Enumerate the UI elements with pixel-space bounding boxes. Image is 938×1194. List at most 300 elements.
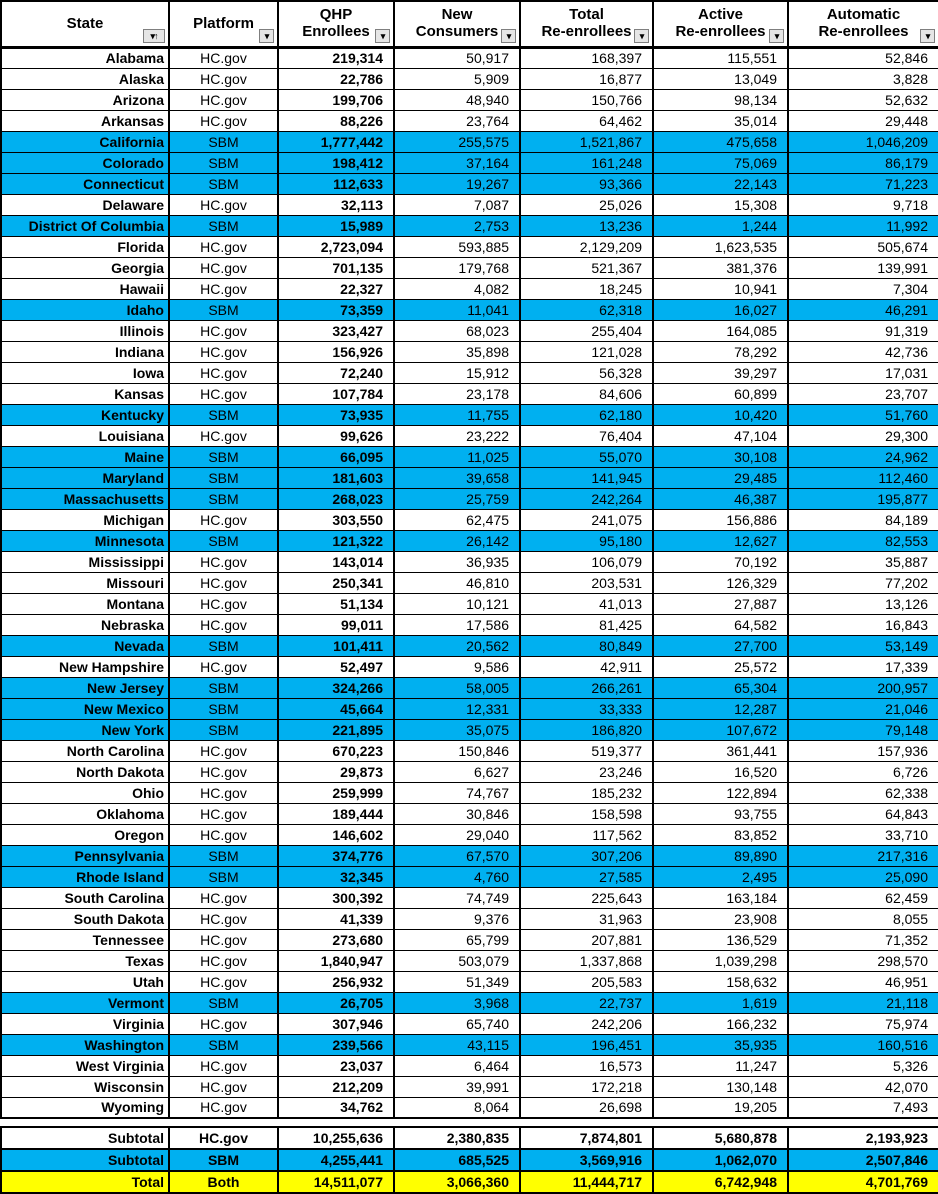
qhp-enrollees-cell[interactable]: 22,327 <box>278 278 394 299</box>
state-cell[interactable]: Iowa <box>1 362 169 383</box>
active-reenrollees-cell[interactable]: 75,069 <box>653 152 788 173</box>
automatic-reenrollees-cell[interactable]: 42,736 <box>788 341 938 362</box>
automatic-reenrollees-cell[interactable]: 52,632 <box>788 89 938 110</box>
state-cell[interactable]: District Of Columbia <box>1 215 169 236</box>
state-cell[interactable]: Ohio <box>1 782 169 803</box>
qhp-enrollees-cell[interactable]: 22,786 <box>278 68 394 89</box>
qhp-enrollees-cell[interactable]: 268,023 <box>278 488 394 509</box>
qhp-enrollees-cell[interactable]: 250,341 <box>278 572 394 593</box>
new-consumers-cell[interactable]: 12,331 <box>394 698 520 719</box>
platform-cell[interactable]: HC.gov <box>169 362 278 383</box>
qhp-enrollees-cell[interactable]: 701,135 <box>278 257 394 278</box>
state-cell[interactable]: Indiana <box>1 341 169 362</box>
qhp-enrollees-cell[interactable]: 72,240 <box>278 362 394 383</box>
total-reenrollees-cell[interactable]: 168,397 <box>520 47 653 68</box>
state-cell[interactable]: South Dakota <box>1 908 169 929</box>
platform-cell[interactable]: SBM <box>169 173 278 194</box>
automatic-reenrollees-cell[interactable]: 25,090 <box>788 866 938 887</box>
new-consumers-cell[interactable]: 3,066,360 <box>394 1171 520 1193</box>
automatic-reenrollees-cell[interactable]: 160,516 <box>788 1034 938 1055</box>
platform-cell[interactable]: SBM <box>169 299 278 320</box>
state-cell[interactable]: Pennsylvania <box>1 845 169 866</box>
active-reenrollees-cell[interactable]: 1,244 <box>653 215 788 236</box>
qhp-enrollees-cell[interactable]: 324,266 <box>278 677 394 698</box>
total-reenrollees-cell[interactable]: 56,328 <box>520 362 653 383</box>
new-consumers-cell[interactable]: 503,079 <box>394 950 520 971</box>
total-reenrollees-cell[interactable]: 31,963 <box>520 908 653 929</box>
qhp-enrollees-cell[interactable]: 51,134 <box>278 593 394 614</box>
total-reenrollees-cell[interactable]: 13,236 <box>520 215 653 236</box>
state-cell[interactable]: Alaska <box>1 68 169 89</box>
state-cell[interactable]: Texas <box>1 950 169 971</box>
new-consumers-cell[interactable]: 7,087 <box>394 194 520 215</box>
active-reenrollees-cell[interactable]: 13,049 <box>653 68 788 89</box>
new-consumers-cell[interactable]: 179,768 <box>394 257 520 278</box>
new-consumers-cell[interactable]: 62,475 <box>394 509 520 530</box>
new-consumers-cell[interactable]: 58,005 <box>394 677 520 698</box>
state-cell[interactable]: Connecticut <box>1 173 169 194</box>
state-cell[interactable]: North Dakota <box>1 761 169 782</box>
total-reenrollees-cell[interactable]: 2,129,209 <box>520 236 653 257</box>
platform-cell[interactable]: HC.gov <box>169 551 278 572</box>
platform-cell[interactable]: HC.gov <box>169 236 278 257</box>
qhp-enrollees-cell[interactable]: 15,989 <box>278 215 394 236</box>
automatic-reenrollees-cell[interactable]: 139,991 <box>788 257 938 278</box>
new-consumers-cell[interactable]: 25,759 <box>394 488 520 509</box>
qhp-enrollees-cell[interactable]: 189,444 <box>278 803 394 824</box>
state-cell[interactable]: Kentucky <box>1 404 169 425</box>
new-consumers-cell[interactable]: 51,349 <box>394 971 520 992</box>
qhp-enrollees-cell[interactable]: 2,723,094 <box>278 236 394 257</box>
qhp-enrollees-cell[interactable]: 199,706 <box>278 89 394 110</box>
automatic-reenrollees-cell[interactable]: 52,846 <box>788 47 938 68</box>
qhp-enrollees-cell[interactable]: 156,926 <box>278 341 394 362</box>
new-consumers-cell[interactable]: 26,142 <box>394 530 520 551</box>
automatic-reenrollees-cell[interactable]: 64,843 <box>788 803 938 824</box>
platform-cell[interactable]: HC.gov <box>169 278 278 299</box>
platform-cell[interactable]: HC.gov <box>169 614 278 635</box>
active-reenrollees-cell[interactable]: 122,894 <box>653 782 788 803</box>
new-consumers-cell[interactable]: 39,991 <box>394 1076 520 1097</box>
qhp-enrollees-cell[interactable]: 52,497 <box>278 656 394 677</box>
filter-dropdown-icon[interactable]: ▾ <box>634 29 649 43</box>
qhp-enrollees-cell[interactable]: 32,113 <box>278 194 394 215</box>
automatic-reenrollees-cell[interactable]: 84,189 <box>788 509 938 530</box>
active-reenrollees-cell[interactable]: 166,232 <box>653 1013 788 1034</box>
active-reenrollees-cell[interactable]: 1,619 <box>653 992 788 1013</box>
active-reenrollees-cell[interactable]: 6,742,948 <box>653 1171 788 1193</box>
qhp-enrollees-cell[interactable]: 14,511,077 <box>278 1171 394 1193</box>
new-consumers-cell[interactable]: 5,909 <box>394 68 520 89</box>
platform-cell[interactable]: SBM <box>169 467 278 488</box>
active-reenrollees-cell[interactable]: 35,935 <box>653 1034 788 1055</box>
platform-cell[interactable]: HC.gov <box>169 908 278 929</box>
automatic-reenrollees-cell[interactable]: 35,887 <box>788 551 938 572</box>
total-reenrollees-cell[interactable]: 27,585 <box>520 866 653 887</box>
qhp-enrollees-cell[interactable]: 1,840,947 <box>278 950 394 971</box>
automatic-reenrollees-cell[interactable]: 77,202 <box>788 572 938 593</box>
new-consumers-cell[interactable]: 43,115 <box>394 1034 520 1055</box>
total-reenrollees-cell[interactable]: 207,881 <box>520 929 653 950</box>
total-reenrollees-cell[interactable]: 106,079 <box>520 551 653 572</box>
active-reenrollees-cell[interactable]: 5,680,878 <box>653 1127 788 1149</box>
total-reenrollees-cell[interactable]: 203,531 <box>520 572 653 593</box>
total-reenrollees-cell[interactable]: 307,206 <box>520 845 653 866</box>
automatic-reenrollees-cell[interactable]: 17,031 <box>788 362 938 383</box>
automatic-reenrollees-cell[interactable]: 46,291 <box>788 299 938 320</box>
automatic-reenrollees-cell[interactable]: 79,148 <box>788 719 938 740</box>
platform-cell[interactable]: HC.gov <box>169 740 278 761</box>
automatic-reenrollees-cell[interactable]: 200,957 <box>788 677 938 698</box>
state-cell[interactable]: South Carolina <box>1 887 169 908</box>
active-reenrollees-cell[interactable]: 1,623,535 <box>653 236 788 257</box>
filter-dropdown-icon[interactable]: ▾ <box>259 29 274 43</box>
platform-cell[interactable]: SBM <box>169 446 278 467</box>
state-cell[interactable]: Mississippi <box>1 551 169 572</box>
platform-cell[interactable]: HC.gov <box>169 656 278 677</box>
total-reenrollees-cell[interactable]: 521,367 <box>520 257 653 278</box>
new-consumers-cell[interactable]: 8,064 <box>394 1097 520 1118</box>
total-reenrollees-cell[interactable]: 266,261 <box>520 677 653 698</box>
state-cell[interactable]: Nebraska <box>1 614 169 635</box>
platform-cell[interactable]: HC.gov <box>169 110 278 131</box>
total-reenrollees-cell[interactable]: 158,598 <box>520 803 653 824</box>
new-consumers-cell[interactable]: 68,023 <box>394 320 520 341</box>
new-consumers-cell[interactable]: 11,025 <box>394 446 520 467</box>
state-cell[interactable]: Illinois <box>1 320 169 341</box>
new-consumers-cell[interactable]: 65,799 <box>394 929 520 950</box>
platform-cell[interactable]: SBM <box>169 719 278 740</box>
qhp-enrollees-cell[interactable]: 323,427 <box>278 320 394 341</box>
active-reenrollees-cell[interactable]: 27,700 <box>653 635 788 656</box>
automatic-reenrollees-cell[interactable]: 2,507,846 <box>788 1149 938 1171</box>
qhp-enrollees-cell[interactable]: 10,255,636 <box>278 1127 394 1149</box>
active-reenrollees-cell[interactable]: 70,192 <box>653 551 788 572</box>
total-reenrollees-cell[interactable]: 95,180 <box>520 530 653 551</box>
platform-cell[interactable]: HC.gov <box>169 950 278 971</box>
total-reenrollees-cell[interactable]: 55,070 <box>520 446 653 467</box>
active-reenrollees-cell[interactable]: 10,420 <box>653 404 788 425</box>
new-consumers-cell[interactable]: 23,178 <box>394 383 520 404</box>
automatic-reenrollees-cell[interactable]: 13,126 <box>788 593 938 614</box>
automatic-reenrollees-cell[interactable]: 71,352 <box>788 929 938 950</box>
active-reenrollees-cell[interactable]: 361,441 <box>653 740 788 761</box>
qhp-enrollees-cell[interactable]: 219,314 <box>278 47 394 68</box>
platform-cell[interactable]: HC.gov <box>169 824 278 845</box>
state-cell[interactable]: Massachusetts <box>1 488 169 509</box>
state-cell[interactable]: California <box>1 131 169 152</box>
active-reenrollees-cell[interactable]: 16,520 <box>653 761 788 782</box>
state-cell[interactable]: Kansas <box>1 383 169 404</box>
total-reenrollees-cell[interactable]: 26,698 <box>520 1097 653 1118</box>
qhp-enrollees-cell[interactable]: 32,345 <box>278 866 394 887</box>
platform-cell[interactable]: HC.gov <box>169 803 278 824</box>
platform-cell[interactable]: HC.gov <box>169 89 278 110</box>
automatic-reenrollees-cell[interactable]: 6,726 <box>788 761 938 782</box>
qhp-enrollees-cell[interactable]: 107,784 <box>278 383 394 404</box>
state-cell[interactable]: Minnesota <box>1 530 169 551</box>
automatic-reenrollees-cell[interactable]: 8,055 <box>788 908 938 929</box>
state-cell[interactable]: Arizona <box>1 89 169 110</box>
active-reenrollees-cell[interactable]: 1,039,298 <box>653 950 788 971</box>
active-reenrollees-cell[interactable]: 23,908 <box>653 908 788 929</box>
state-cell[interactable]: West Virginia <box>1 1055 169 1076</box>
total-reenrollees-cell[interactable]: 186,820 <box>520 719 653 740</box>
platform-cell[interactable]: SBM <box>169 1034 278 1055</box>
platform-cell[interactable]: SBM <box>169 404 278 425</box>
total-reenrollees-cell[interactable]: 7,874,801 <box>520 1127 653 1149</box>
active-reenrollees-cell[interactable]: 46,387 <box>653 488 788 509</box>
total-reenrollees-cell[interactable]: 161,248 <box>520 152 653 173</box>
platform-cell[interactable]: SBM <box>169 677 278 698</box>
automatic-reenrollees-cell[interactable]: 75,974 <box>788 1013 938 1034</box>
state-cell[interactable]: Virginia <box>1 1013 169 1034</box>
total-reenrollees-cell[interactable]: 18,245 <box>520 278 653 299</box>
new-consumers-cell[interactable]: 2,753 <box>394 215 520 236</box>
new-consumers-cell[interactable]: 46,810 <box>394 572 520 593</box>
automatic-reenrollees-cell[interactable]: 217,316 <box>788 845 938 866</box>
platform-cell[interactable]: SBM <box>169 635 278 656</box>
active-reenrollees-cell[interactable]: 15,308 <box>653 194 788 215</box>
platform-cell[interactable]: SBM <box>169 698 278 719</box>
new-consumers-cell[interactable]: 23,222 <box>394 425 520 446</box>
automatic-reenrollees-cell[interactable]: 112,460 <box>788 467 938 488</box>
qhp-enrollees-cell[interactable]: 1,777,442 <box>278 131 394 152</box>
filter-dropdown-icon[interactable]: ▾ <box>920 29 935 43</box>
new-consumers-cell[interactable]: 685,525 <box>394 1149 520 1171</box>
qhp-enrollees-cell[interactable]: 73,935 <box>278 404 394 425</box>
platform-cell[interactable]: HC.gov <box>169 68 278 89</box>
automatic-reenrollees-cell[interactable]: 86,179 <box>788 152 938 173</box>
new-consumers-cell[interactable]: 50,917 <box>394 47 520 68</box>
total-reenrollees-cell[interactable]: 42,911 <box>520 656 653 677</box>
active-reenrollees-cell[interactable]: 16,027 <box>653 299 788 320</box>
total-reenrollees-cell[interactable]: 205,583 <box>520 971 653 992</box>
active-reenrollees-cell[interactable]: 60,899 <box>653 383 788 404</box>
qhp-enrollees-cell[interactable]: 99,011 <box>278 614 394 635</box>
automatic-reenrollees-cell[interactable]: 42,070 <box>788 1076 938 1097</box>
automatic-reenrollees-cell[interactable]: 195,877 <box>788 488 938 509</box>
new-consumers-cell[interactable]: 39,658 <box>394 467 520 488</box>
automatic-reenrollees-cell[interactable]: 71,223 <box>788 173 938 194</box>
filter-sort-ascending-icon[interactable]: ▾↑ <box>143 29 165 43</box>
new-consumers-cell[interactable]: 6,464 <box>394 1055 520 1076</box>
automatic-reenrollees-cell[interactable]: 17,339 <box>788 656 938 677</box>
platform-cell[interactable]: HC.gov <box>169 929 278 950</box>
platform-cell[interactable]: HC.gov <box>169 593 278 614</box>
total-reenrollees-cell[interactable]: 62,180 <box>520 404 653 425</box>
state-cell[interactable]: New York <box>1 719 169 740</box>
total-reenrollees-cell[interactable]: 41,013 <box>520 593 653 614</box>
platform-cell[interactable]: SBM <box>169 1149 278 1171</box>
state-cell[interactable]: Oklahoma <box>1 803 169 824</box>
new-consumers-cell[interactable]: 37,164 <box>394 152 520 173</box>
new-consumers-cell[interactable]: 6,627 <box>394 761 520 782</box>
platform-cell[interactable]: SBM <box>169 992 278 1013</box>
total-reenrollees-cell[interactable]: 11,444,717 <box>520 1171 653 1193</box>
active-reenrollees-cell[interactable]: 107,672 <box>653 719 788 740</box>
state-cell[interactable]: Florida <box>1 236 169 257</box>
platform-cell[interactable]: HC.gov <box>169 1127 278 1149</box>
qhp-enrollees-cell[interactable]: 303,550 <box>278 509 394 530</box>
automatic-reenrollees-cell[interactable]: 7,493 <box>788 1097 938 1118</box>
active-reenrollees-cell[interactable]: 2,495 <box>653 866 788 887</box>
state-cell[interactable]: Maine <box>1 446 169 467</box>
active-reenrollees-cell[interactable]: 78,292 <box>653 341 788 362</box>
automatic-reenrollees-cell[interactable]: 33,710 <box>788 824 938 845</box>
state-cell[interactable]: Arkansas <box>1 110 169 131</box>
new-consumers-cell[interactable]: 11,041 <box>394 299 520 320</box>
state-cell[interactable]: Alabama <box>1 47 169 68</box>
active-reenrollees-cell[interactable]: 126,329 <box>653 572 788 593</box>
automatic-reenrollees-cell[interactable]: 46,951 <box>788 971 938 992</box>
qhp-enrollees-cell[interactable]: 73,359 <box>278 299 394 320</box>
automatic-reenrollees-cell[interactable]: 29,448 <box>788 110 938 131</box>
new-consumers-cell[interactable]: 20,562 <box>394 635 520 656</box>
state-cell[interactable]: Washington <box>1 1034 169 1055</box>
filter-dropdown-icon[interactable]: ▾ <box>501 29 516 43</box>
qhp-enrollees-cell[interactable]: 88,226 <box>278 110 394 131</box>
total-reenrollees-cell[interactable]: 225,643 <box>520 887 653 908</box>
state-cell[interactable]: Idaho <box>1 299 169 320</box>
total-reenrollees-cell[interactable]: 150,766 <box>520 89 653 110</box>
platform-cell[interactable]: SBM <box>169 215 278 236</box>
total-reenrollees-cell[interactable]: 22,737 <box>520 992 653 1013</box>
active-reenrollees-cell[interactable]: 163,184 <box>653 887 788 908</box>
qhp-enrollees-cell[interactable]: 101,411 <box>278 635 394 656</box>
total-reenrollees-cell[interactable]: 81,425 <box>520 614 653 635</box>
state-cell[interactable]: Subtotal <box>1 1127 169 1149</box>
active-reenrollees-cell[interactable]: 19,205 <box>653 1097 788 1118</box>
total-reenrollees-cell[interactable]: 64,462 <box>520 110 653 131</box>
new-consumers-cell[interactable]: 30,846 <box>394 803 520 824</box>
new-consumers-cell[interactable]: 48,940 <box>394 89 520 110</box>
new-consumers-cell[interactable]: 9,586 <box>394 656 520 677</box>
new-consumers-cell[interactable]: 593,885 <box>394 236 520 257</box>
platform-cell[interactable]: SBM <box>169 845 278 866</box>
platform-cell[interactable]: HC.gov <box>169 425 278 446</box>
qhp-enrollees-cell[interactable]: 273,680 <box>278 929 394 950</box>
new-consumers-cell[interactable]: 255,575 <box>394 131 520 152</box>
automatic-reenrollees-cell[interactable]: 1,046,209 <box>788 131 938 152</box>
total-reenrollees-cell[interactable]: 76,404 <box>520 425 653 446</box>
platform-cell[interactable]: SBM <box>169 530 278 551</box>
automatic-reenrollees-cell[interactable]: 62,338 <box>788 782 938 803</box>
platform-cell[interactable]: HC.gov <box>169 1055 278 1076</box>
automatic-reenrollees-cell[interactable]: 16,843 <box>788 614 938 635</box>
qhp-enrollees-cell[interactable]: 26,705 <box>278 992 394 1013</box>
total-reenrollees-cell[interactable]: 241,075 <box>520 509 653 530</box>
total-reenrollees-cell[interactable]: 242,206 <box>520 1013 653 1034</box>
automatic-reenrollees-cell[interactable]: 11,992 <box>788 215 938 236</box>
new-consumers-cell[interactable]: 4,082 <box>394 278 520 299</box>
total-reenrollees-cell[interactable]: 16,573 <box>520 1055 653 1076</box>
platform-cell[interactable]: SBM <box>169 866 278 887</box>
total-reenrollees-cell[interactable]: 172,218 <box>520 1076 653 1097</box>
platform-cell[interactable]: HC.gov <box>169 761 278 782</box>
total-reenrollees-cell[interactable]: 84,606 <box>520 383 653 404</box>
active-reenrollees-cell[interactable]: 29,485 <box>653 467 788 488</box>
automatic-reenrollees-cell[interactable]: 62,459 <box>788 887 938 908</box>
state-cell[interactable]: Michigan <box>1 509 169 530</box>
total-reenrollees-cell[interactable]: 117,562 <box>520 824 653 845</box>
state-cell[interactable]: Maryland <box>1 467 169 488</box>
platform-cell[interactable]: HC.gov <box>169 572 278 593</box>
automatic-reenrollees-cell[interactable]: 298,570 <box>788 950 938 971</box>
active-reenrollees-cell[interactable]: 98,134 <box>653 89 788 110</box>
qhp-enrollees-cell[interactable]: 307,946 <box>278 1013 394 1034</box>
automatic-reenrollees-cell[interactable]: 51,760 <box>788 404 938 425</box>
qhp-enrollees-cell[interactable]: 143,014 <box>278 551 394 572</box>
state-cell[interactable]: Delaware <box>1 194 169 215</box>
total-reenrollees-cell[interactable]: 3,569,916 <box>520 1149 653 1171</box>
new-consumers-cell[interactable]: 36,935 <box>394 551 520 572</box>
qhp-enrollees-cell[interactable]: 239,566 <box>278 1034 394 1055</box>
total-reenrollees-cell[interactable]: 255,404 <box>520 320 653 341</box>
automatic-reenrollees-cell[interactable]: 23,707 <box>788 383 938 404</box>
filter-dropdown-icon[interactable]: ▾ <box>769 29 784 43</box>
platform-cell[interactable]: SBM <box>169 131 278 152</box>
automatic-reenrollees-cell[interactable]: 21,046 <box>788 698 938 719</box>
filter-dropdown-icon[interactable]: ▾ <box>375 29 390 43</box>
total-reenrollees-cell[interactable]: 196,451 <box>520 1034 653 1055</box>
active-reenrollees-cell[interactable]: 39,297 <box>653 362 788 383</box>
automatic-reenrollees-cell[interactable]: 24,962 <box>788 446 938 467</box>
qhp-enrollees-cell[interactable]: 256,932 <box>278 971 394 992</box>
state-cell[interactable]: Colorado <box>1 152 169 173</box>
state-cell[interactable]: Tennessee <box>1 929 169 950</box>
qhp-enrollees-cell[interactable]: 146,602 <box>278 824 394 845</box>
active-reenrollees-cell[interactable]: 47,104 <box>653 425 788 446</box>
new-consumers-cell[interactable]: 67,570 <box>394 845 520 866</box>
active-reenrollees-cell[interactable]: 158,632 <box>653 971 788 992</box>
new-consumers-cell[interactable]: 9,376 <box>394 908 520 929</box>
qhp-enrollees-cell[interactable]: 99,626 <box>278 425 394 446</box>
state-cell[interactable]: New Hampshire <box>1 656 169 677</box>
state-cell[interactable]: Rhode Island <box>1 866 169 887</box>
state-cell[interactable]: New Jersey <box>1 677 169 698</box>
state-cell[interactable]: North Carolina <box>1 740 169 761</box>
total-reenrollees-cell[interactable]: 16,877 <box>520 68 653 89</box>
total-reenrollees-cell[interactable]: 23,246 <box>520 761 653 782</box>
automatic-reenrollees-cell[interactable]: 82,553 <box>788 530 938 551</box>
new-consumers-cell[interactable]: 74,749 <box>394 887 520 908</box>
total-reenrollees-cell[interactable]: 80,849 <box>520 635 653 656</box>
active-reenrollees-cell[interactable]: 164,085 <box>653 320 788 341</box>
new-consumers-cell[interactable]: 3,968 <box>394 992 520 1013</box>
qhp-enrollees-cell[interactable]: 300,392 <box>278 887 394 908</box>
total-reenrollees-cell[interactable]: 185,232 <box>520 782 653 803</box>
state-cell[interactable]: Total <box>1 1171 169 1193</box>
state-cell[interactable]: Hawaii <box>1 278 169 299</box>
automatic-reenrollees-cell[interactable]: 505,674 <box>788 236 938 257</box>
platform-cell[interactable]: Both <box>169 1171 278 1193</box>
state-cell[interactable]: Subtotal <box>1 1149 169 1171</box>
qhp-enrollees-cell[interactable]: 66,095 <box>278 446 394 467</box>
active-reenrollees-cell[interactable]: 22,143 <box>653 173 788 194</box>
qhp-enrollees-cell[interactable]: 221,895 <box>278 719 394 740</box>
new-consumers-cell[interactable]: 23,764 <box>394 110 520 131</box>
total-reenrollees-cell[interactable]: 242,264 <box>520 488 653 509</box>
active-reenrollees-cell[interactable]: 381,376 <box>653 257 788 278</box>
total-reenrollees-cell[interactable]: 1,521,867 <box>520 131 653 152</box>
qhp-enrollees-cell[interactable]: 34,762 <box>278 1097 394 1118</box>
active-reenrollees-cell[interactable]: 35,014 <box>653 110 788 131</box>
automatic-reenrollees-cell[interactable]: 5,326 <box>788 1055 938 1076</box>
active-reenrollees-cell[interactable]: 83,852 <box>653 824 788 845</box>
active-reenrollees-cell[interactable]: 130,148 <box>653 1076 788 1097</box>
active-reenrollees-cell[interactable]: 64,582 <box>653 614 788 635</box>
